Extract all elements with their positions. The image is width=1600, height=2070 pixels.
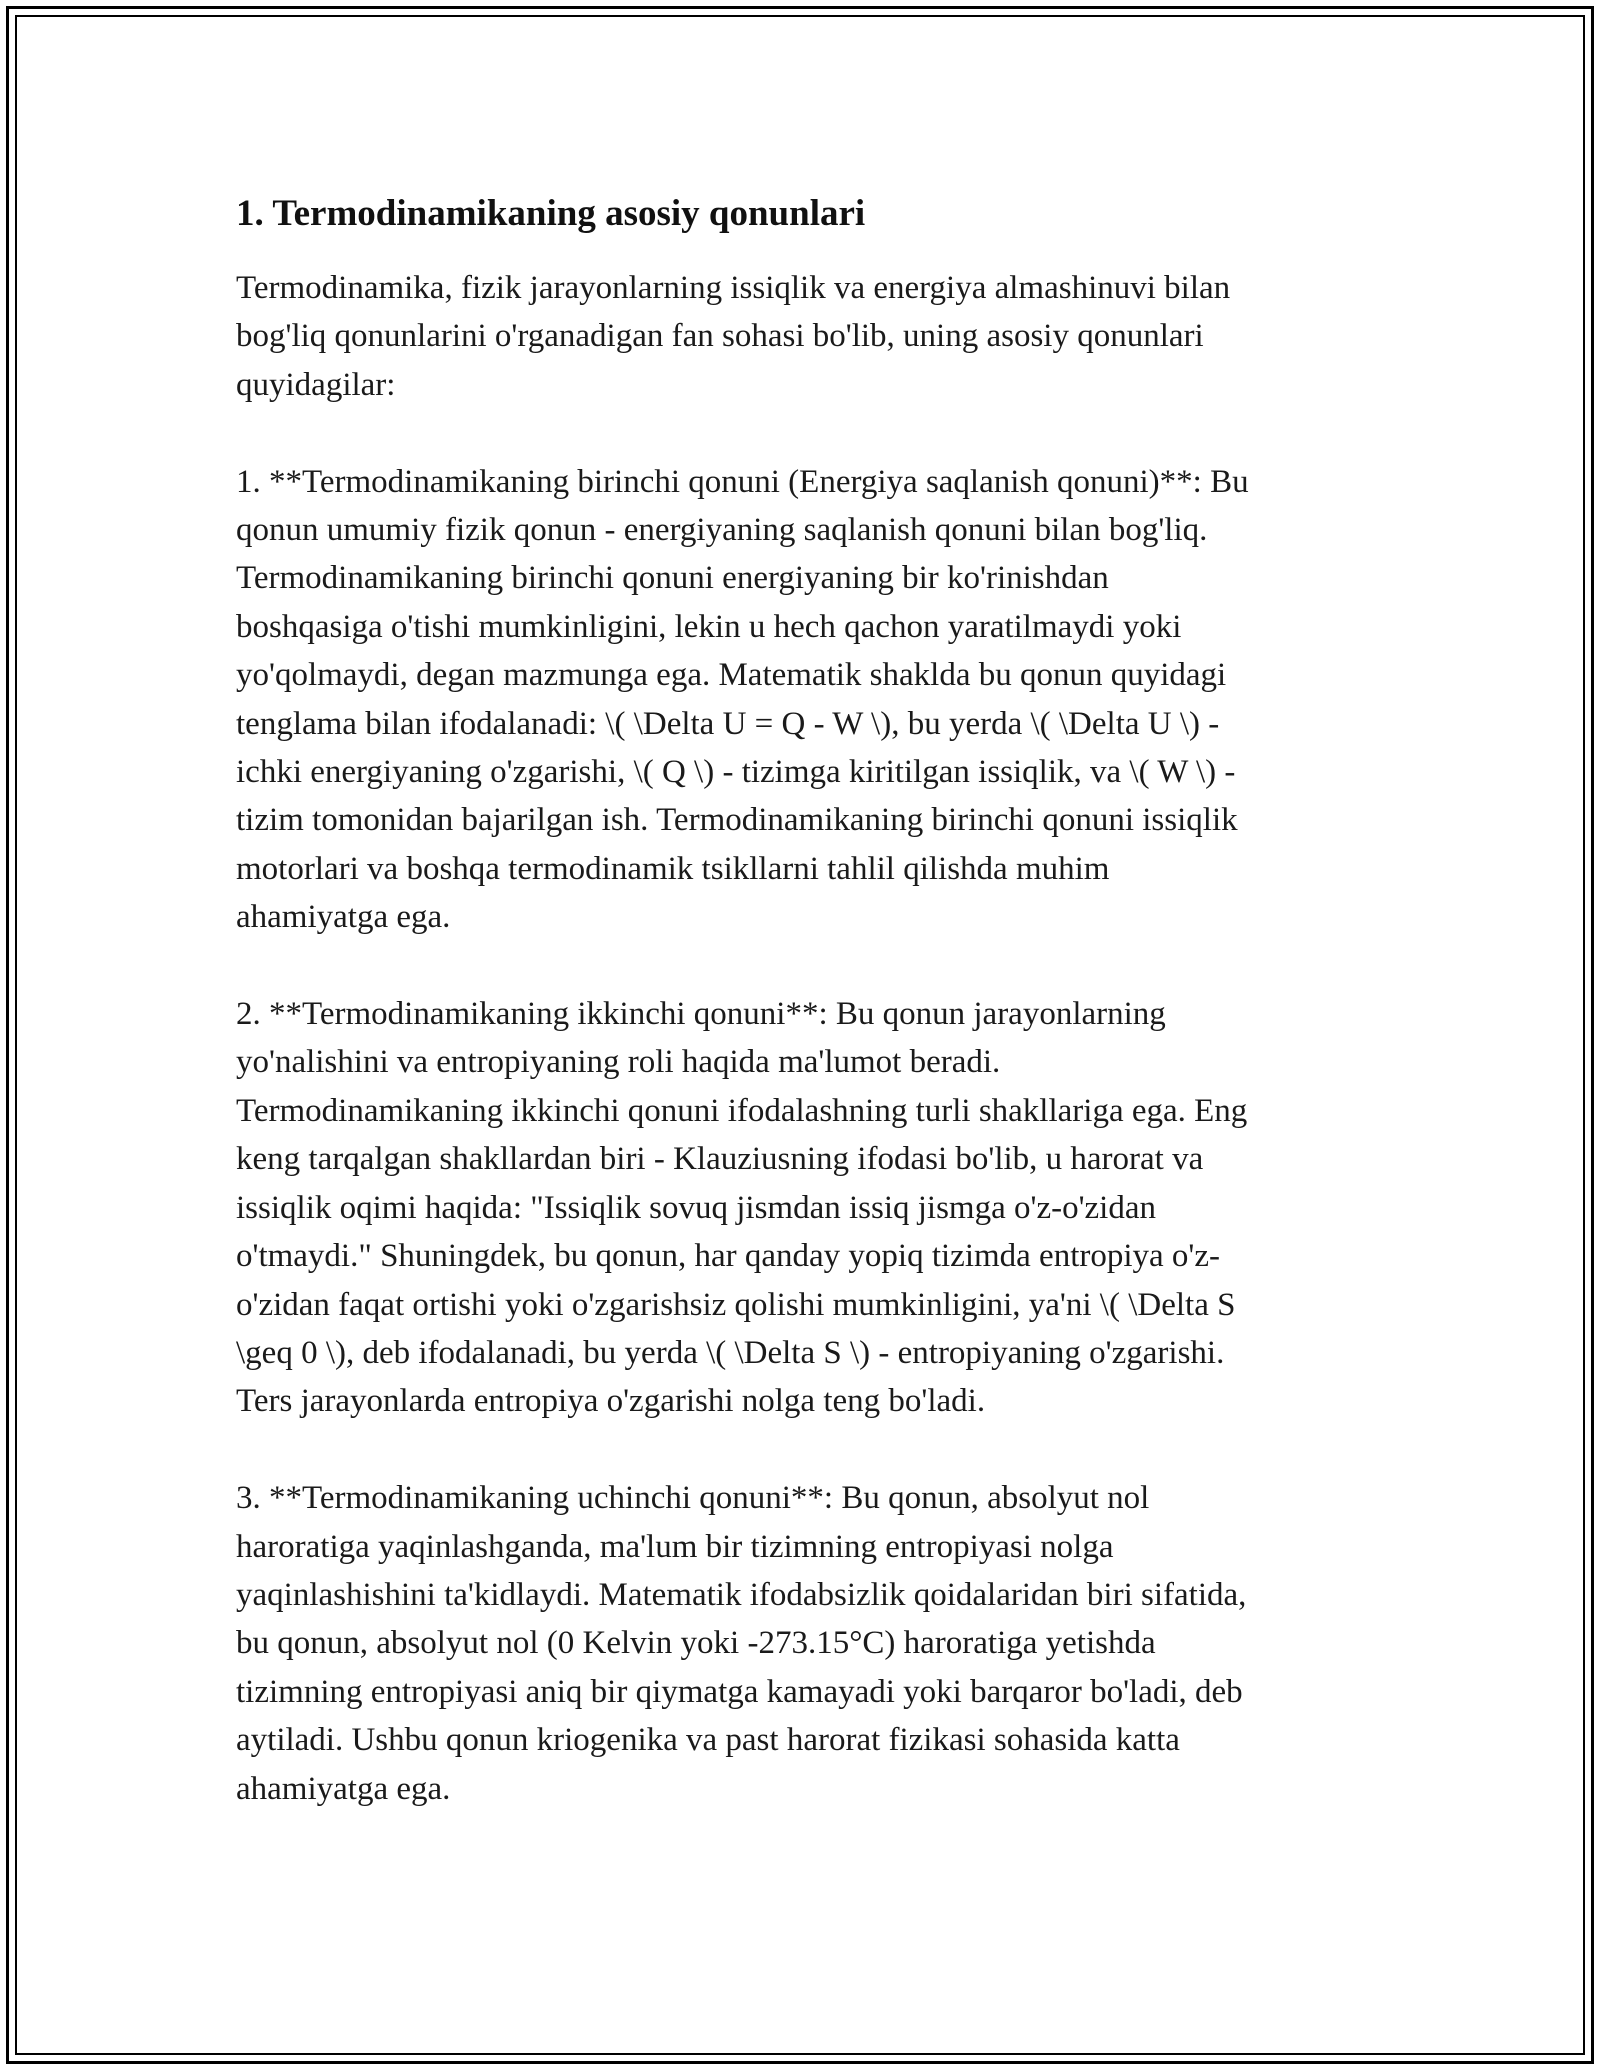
paragraph-second-law: 2. **Termodinamikaning ikkinchi qonuni**: Bu qonun jarayonlarning yo'nalishini va entropiyaning roli haqida ma'lumot beradi. Termodinamikaning ikkinchi qonuni ifodalashning turli shakllariga ega. Eng keng tarqalgan shakllardan biri - Klauziusning ifodasi bo'lib, u harorat va issiqlik oqimi haqida: "Issiqlik sovuq jismdan issiq jismga o'z-o'zidan o'tmaydi." Shuningdek, bu qonun, har qanday yopiq tizimda entropiya o'z- o'zidan faqat ortishi yoki o'zgarishsiz qolishi mumkinligini, ya'ni \( \Delta S \geq 0 \), deb ifodalanadi, bu yerda \( \Delta S \) - entropiyaning o'zgarishi. Ters jarayonlarda entropiya o'zgarishi nolga teng bo'ladi.	[236, 996, 1248, 1420]
paragraph-intro: Termodinamika, fizik jarayonlarning issiqlik va energiya almashinuvi bilan bog'liq qonunlarini o'rganadigan fan sohasi bo'lib, uning asosiy qonunlari quyidagilar:	[236, 270, 1231, 403]
paragraph-first-law: 1. **Termodinamikaning birinchi qonuni (Energiya saqlanish qonuni)**: Bu qonun umumiy fizik qonun - energiyaning saqlanish qonuni bilan bog'liq. Termodinamikaning birinchi qonuni energiyaning bir ko'rinishdan boshqasiga o'tishi mumkinligini, lekin u hech qachon yaratilmaydi yoki yo'qolmaydi, degan mazmunga ega. Matematik shaklda bu qonun quyidagi tenglama bilan ifodalanadi: \( \Delta U = Q - W \), bu yerda \( \Delta U \) - ichki energiyaning o'zgarishi, \( Q \) - tizimga kiritilgan issiqlik, va \( W \) - tizim tomonidan bajarilgan ish. Termodinamikaning birinchi qonuni issiqlik motorlari va boshqa termodinamik tsikllarni tahlil qilishda muhim ahamiyatga ega.	[236, 463, 1249, 936]
paragraph-third-law: 3. **Termodinamikaning uchinchi qonuni**: Bu qonun, absolyut nol haroratiga yaqinlashganda, ma'lum bir tizimning entropiyasi nolga yaqinlashishini ta'kidlaydi. Matematik ifodabsizlik qoidalaridan biri sifatida, bu qonun, absolyut nol (0 Kelvin yoki -273.15°C) haroratiga yetishda tizimning entropiyasi aniq bir qiymatga kamayadi yoki barqaror bo'ladi, deb aytiladi. Ushbu qonun kriogenika va past harorat fizikasi sohasida katta ahamiyatga ega.	[236, 1480, 1247, 1807]
document-title: 1. Termodinamikaning asosiy qonunlari	[236, 193, 866, 234]
document-body	[236, 186, 1376, 1813]
